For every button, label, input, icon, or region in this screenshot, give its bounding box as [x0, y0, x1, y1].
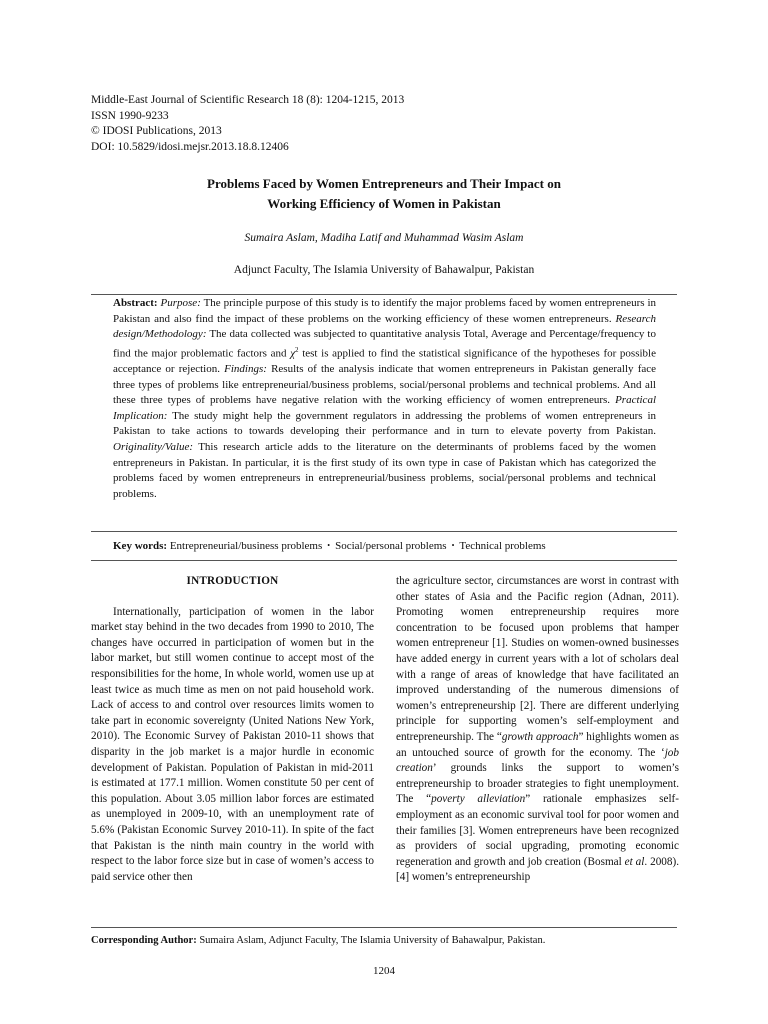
et-al: et al — [624, 855, 645, 868]
page-number: 1204 — [373, 965, 395, 977]
corresponding-author-label: Corresponding Author: — [91, 935, 197, 946]
right-text-4: ” rationale emphasizes self-employment as an economic survival tool for poor women and their families [3]. Women entrepreneurs have been recognized as providers of social upgrading, promoting economic regeneration and growth and job creation (Bosmal — [396, 793, 680, 868]
design-text: The data collected was subjected to quantitative analysis Total, Average and Percentage/frequency to find the major problematic factors and — [113, 328, 656, 360]
right-text-3: ’ grounds links the support to women’s entrepreneurship to broader strategies to fight unemployment. The “ — [396, 762, 679, 806]
purpose-label: Purpose: — [160, 297, 201, 309]
right-text-1: the agriculture sector, circumstances are worst in contrast with other states of Asia and the Pacific region (Adnan, 2011). Promoting women entrepreneurship requires more concentration to be focused upon problems that hamper women entrepreneur [1]. Studies on women-owned businesses have added energy in current years with a lot of scholars deal with a range of areas of knowledge that have facilitated an improved understanding of the numerous dimensions of women’s entrepreneurship [2]. There are different underlying principle for supporting women’s self-employment and entrepreneurship. The “ — [396, 575, 679, 743]
job-creation-term: job creation — [396, 746, 679, 775]
keyword-separator: • — [451, 541, 455, 550]
abstract — [113, 296, 656, 502]
left-column — [91, 574, 374, 885]
chi-superscript: 2 — [295, 345, 299, 354]
intro-paragraph: Internationally, participation of women in the labor market stay behind in the two decades from 1990 to 2010, The changes have occurred in participation of women but in the labor market, but still women continue to accept most of the responsibilities for the home, In whole world, women use up at least twice as much time as men on not paid household work. Lack of access to and control over resources limits women to take part in economic sovereignty (United Nations New York, 2010). The Economic Survey of Pakistan 2010-11 shows that disparity in the job market is a major hurdle in economic development of Pakistan. Population of Pakistan in mid-2011 is estimated at 177.1 million. Women constitute 50 per cent of this population. About 3.05 million labor forces are estimated as unemployed in 2009-10, with an unemployment rate of 5.6% (Pakistan Economic Survey 2010-11). In spite of the fact that Pakistan is the ninth main country in the world with respect to the labor force size but in case of women’s access to paid service other then — [91, 605, 374, 883]
intro-paragraph-continued — [396, 574, 679, 886]
doi: DOI: 10.5829/idosi.mejsr.2013.18.8.12406 — [91, 140, 289, 153]
keyword-item: Entrepreneurial/business problems — [169, 540, 323, 552]
right-text-2: ” highlights women as an untouched source of growth for the economy. The ‘ — [396, 730, 680, 759]
originality-label: Originality/Value: — [113, 441, 194, 453]
implication-label: Practical Implication: — [113, 394, 656, 422]
findings-label: Findings: — [224, 363, 267, 376]
issn: ISSN 1990-9233 — [91, 109, 169, 122]
right-text-5: . 2008). [4] women’s entrepreneurship — [396, 855, 679, 884]
originality-text: This research article adds to the literature on the determinants of problems faced by the women entrepreneurs in Pakistan. In particular, it is the first study of its own type in case of Pakistan which has categorized the problems faced by women entrepreneurs in entrepreneurial/business problems, social/personal problems and technical problems. — [113, 441, 656, 500]
abstract-label: Abstract: — [113, 297, 158, 309]
right-column — [396, 574, 679, 886]
poverty-alleviation-term: poverty alleviation — [431, 793, 526, 806]
keywords-label: Key words: — [113, 540, 168, 552]
title-line-2: Working Efficiency of Women in Pakistan — [267, 196, 501, 211]
corresponding-author-text: Sumaira Aslam, Adjunct Faculty, The Islamia University of Bahawalpur, Pakistan. — [196, 935, 546, 946]
design-label: Research design/Methodology: — [113, 312, 656, 341]
keywords — [113, 540, 656, 552]
journal-citation: Middle-East Journal of Scientific Research 18 (8): 1204-1215, 2013 — [91, 94, 405, 106]
growth-approach-term: growth approach — [501, 730, 579, 743]
keyword-separator: • — [327, 541, 331, 550]
introduction-heading: INTRODUCTION — [186, 575, 279, 587]
keywords-bottom-rule — [91, 560, 677, 561]
design-text-2: test is applied to find the statistical significance of the hypotheses for possible acceptance or rejection. — [113, 347, 656, 376]
findings-text: Results of the analysis indicate that women entrepreneurs in Pakistan generally face three types of problems like entrepreneurial/business problems, social/personal problems and technical problems. And all these three types of problems have negative relation with the working efficiency of women entrepreneurs. — [113, 363, 657, 407]
corresponding-author — [91, 935, 677, 946]
affiliation: Adjunct Faculty, The Islamia University of Bahawalpur, Pakistan — [233, 264, 535, 276]
implication-text: The study might help the government regulators in addressing the problems of women entrepreneurs in Pakistan to take actions to towards developing their performance and in turn to elevate poverty from Pakistan. — [113, 409, 656, 438]
paper-title — [91, 174, 677, 214]
chi-symbol: χ — [290, 347, 296, 360]
keyword-item: Technical problems — [459, 540, 546, 552]
authors: Sumaira Aslam, Madiha Latif and Muhammad Wasim Aslam — [244, 232, 524, 244]
journal-header — [91, 93, 404, 155]
footer-rule — [91, 927, 677, 928]
abstract-bottom-rule — [91, 531, 677, 532]
purpose-text: The principle purpose of this study is to identify the major problems faced by women entrepreneurs in Pakistan and also find the impact of these problems on the working efficiency of these women entrepreneurs. — [113, 297, 656, 325]
abstract-top-rule — [91, 294, 677, 295]
keyword-item: Social/personal problems — [335, 540, 447, 552]
copyright: © IDOSI Publications, 2013 — [91, 125, 222, 137]
title-line-1: Problems Faced by Women Entrepreneurs and Their Impact on — [207, 176, 561, 191]
